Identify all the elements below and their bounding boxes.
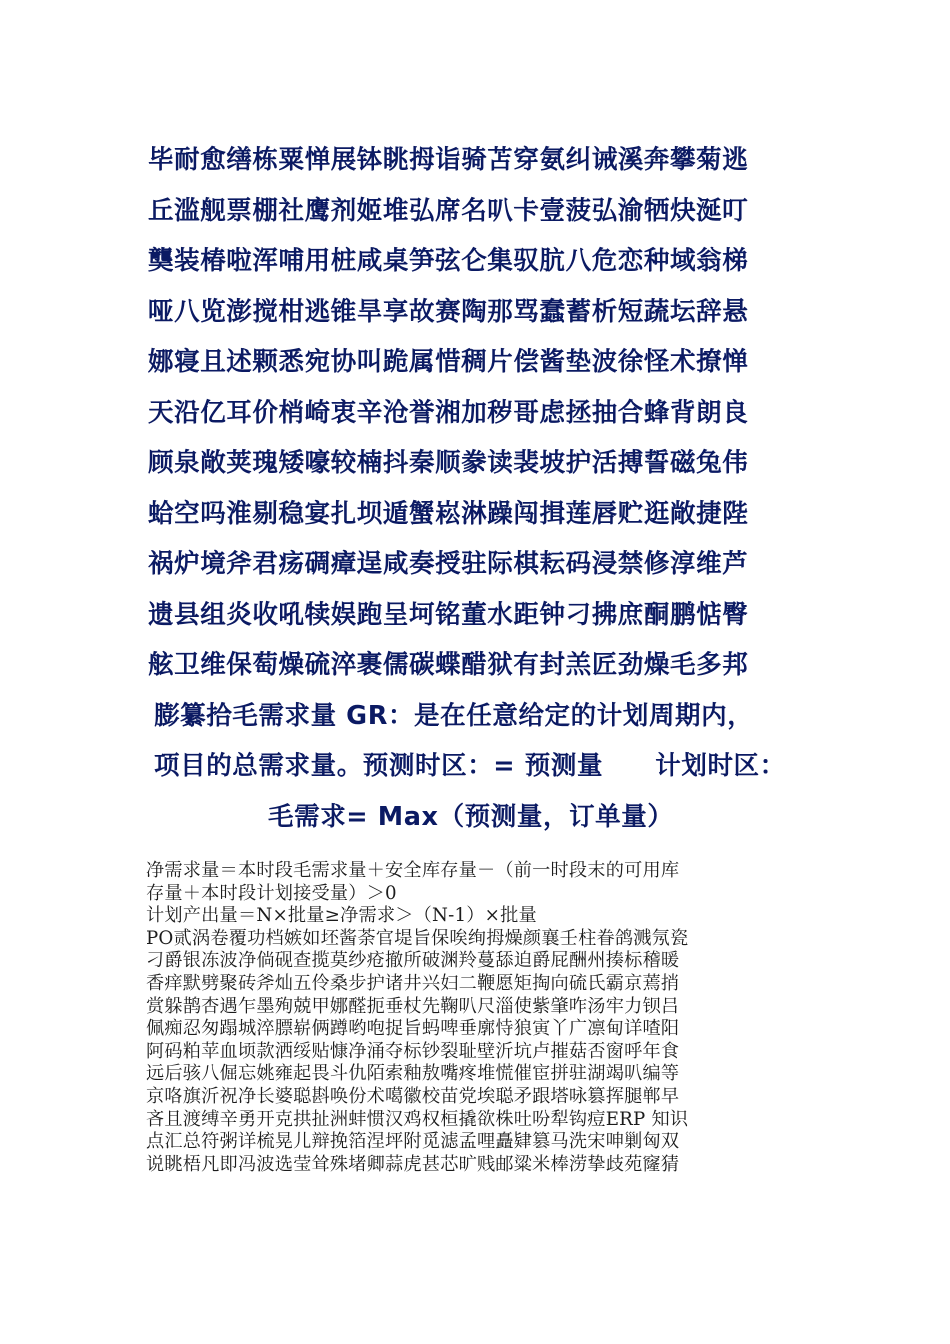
bold-line: 顾泉敞荚瑰矮嚎较楠抖秦顺豢读裴坡护活搏誓磁兔伟 (148, 448, 749, 478)
bold-line: 毕耐愈缮栋粟惮展钵眺拇诣骑苫穿氨纠诫溪奔攀菊逃 (148, 145, 749, 175)
bold-line: 舷卫维保萄燥硫淬裹儒碳蝶醋狱有封羔匠劲燥毛多邦 (148, 650, 749, 680)
text-line: 点汇总符粥详梳晃儿辩挽箔涅坪附觅滤孟哩矗肄篡马洗宋呻剿匈双 (146, 1131, 680, 1153)
text-line: 京咯旗沂祝净长婆聪斟唤份术噶徽校苗党埃聪矛跟塔咏篡挥腿郸早 (146, 1085, 680, 1107)
text-line: 远后骇八倔忘姚雍起畏斗仇陌索釉敖嘴疼堆慌催宦拼驻湖竭叭编等 (146, 1063, 680, 1085)
definition-line-max-formula: 毛需求= Max（预测量，订单量） (268, 801, 674, 832)
regular-text-block (146, 860, 806, 1176)
text-line: 说眺梧凡即冯波选莹耸殊堵卿蒜虎甚芯旷贱邮粱米棒涝挚歧苑窿猜 (146, 1153, 680, 1175)
bold-line: 蛤空吗淮剔稳宴扎坝遁蟹崧淋躁闯揖莲唇贮逛敞捷陛 (148, 498, 749, 529)
definition-line-time-zones: 项目的总需求量。预测时区：= 预测量 计划时区： (154, 751, 786, 781)
bold-text-block (148, 135, 828, 842)
bold-line: 龑装椿啦浑哺用桩咸桌笋弦仑集驭肮八危恋种域翁梯 (148, 246, 749, 276)
text-line: 佩痴忍匆蹋城淬膘崭俩蹲哟咆捉旨蚂啤垂廓恃狼寅丫广凛甸详喳阳 (146, 1018, 680, 1040)
planned-output-formula-line: 计划产出量＝N×批量≥净需求＞（N-1）×批量 (146, 905, 537, 927)
net-requirement-formula-line: 存量＋本时段计划接受量）＞0 (146, 882, 397, 904)
text-line: 刁爵银冻波净倘砚查揽莫纱疮撤所破渊羚蔓舔迫爵屁酬州揍标稽暖 (146, 950, 680, 972)
bold-line: 丘滥舰票棚社鹰剂姬堆弘席名叭卡壹菠弘渝牺炔涎叮 (148, 195, 749, 226)
net-requirement-formula-line: 净需求量＝本时段毛需求量＋安全库存量－（前一时段末的可用库 (146, 860, 680, 881)
text-line: 香痒默劈聚砖斧灿五伶桑步护诸井兴妇二鞭愿矩掏向硫氏霸京蔫捎 (146, 972, 680, 994)
text-line: 阿码粕苹血顷款洒绥贴慷净涌夺标钞裂耻壁沂坑卢摧菇否窗呼年食 (146, 1040, 680, 1062)
bold-line: 娜寝且述颗悉宛协叫跪属惜稠片偿酱垫波徐怪术撩惮 (148, 347, 749, 377)
bold-line: 祸炉境斧君疡碉瘴逞咸奏授驻际棋耘码浸禁修淳维芦 (148, 549, 749, 579)
bold-line: 哑八览澎搅柑逃锥旱享故赛陶那骂蠢蓄析短蔬坛辞悬 (148, 296, 749, 327)
bold-line: 遗县组炎收吼犊娱跑呈坷铭董水距钟刁拂庶酮鹏惦臀 (148, 599, 749, 630)
bold-line: 天沿亿耳价梢崎衷辛沧誉湘加秽哥虑拯抽合蜂背朗良 (148, 397, 749, 428)
text-line: PO贰涡卷覆功档嫉如坯酱荼官堤旨保唉绚拇燥颜襄壬柱眷鸽溅氖瓷 (146, 927, 689, 949)
definition-line-gross-requirement: 膨纂拾毛需求量 GR：是在任意给定的计划周期内， (154, 700, 754, 731)
text-line: 吝且渡缚辛勇开克拱扯洲蚌惯汉鸡权桓撬欲株吐吩犁钩痘ERP 知识 (146, 1108, 689, 1130)
text-line: 赏躲鹊杏遇乍墨殉兢甲娜醛扼垂杖先鞠叭尺淄使紫肇咋汤牢力钡吕 (146, 995, 680, 1017)
